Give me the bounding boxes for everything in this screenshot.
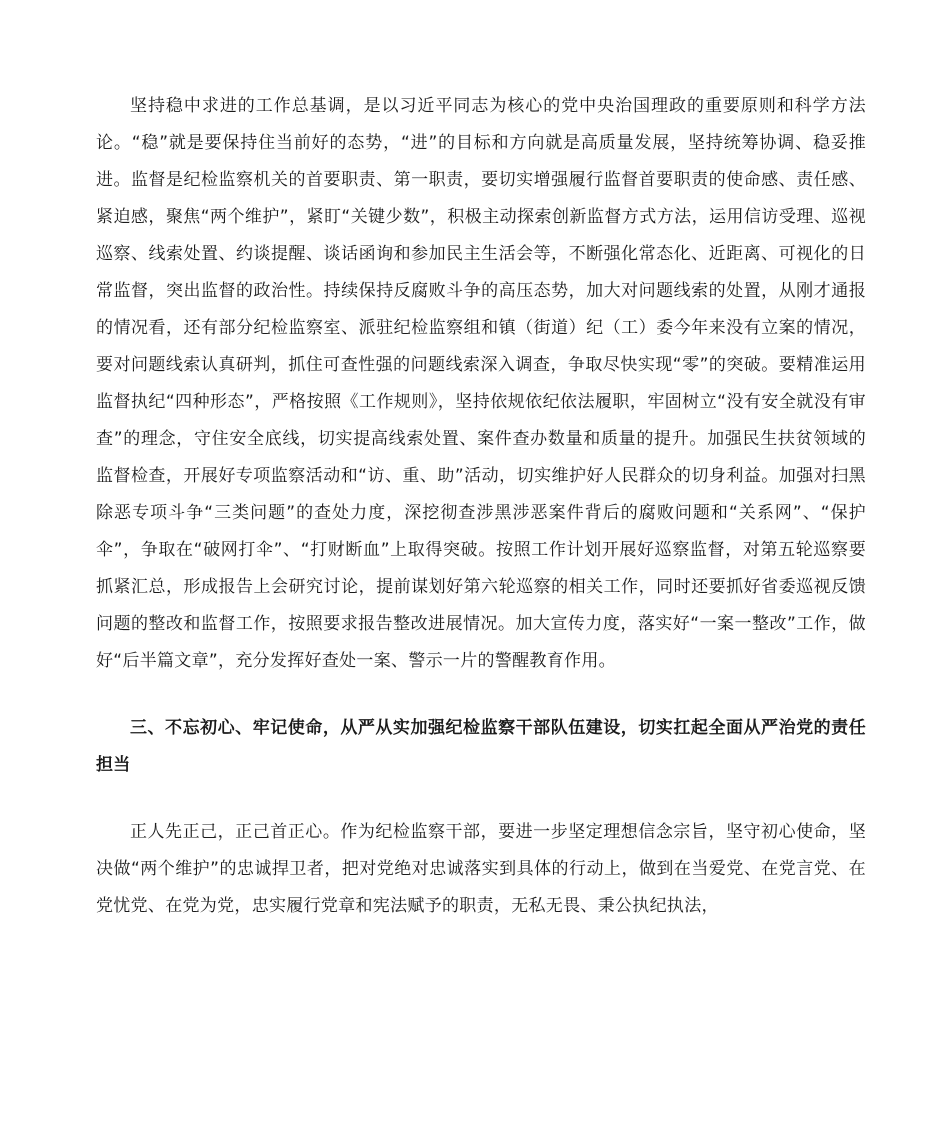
section-heading: 三、不忘初心、牢记使命，从严从实加强纪检监察干部队伍建设，切实扛起全面从严治党的责任担当: [96, 718, 866, 775]
body-paragraph: 坚持稳中求进的工作总基调，是以习近平同志为核心的党中央治国理政的重要原则和科学方法论。“稳”就是要保持住当前好的态势，“进”的目标和方向就是高质量发展，坚持统筹协调、稳妥推进。监督是纪检监察机关的首要职责、第一职责，要切实增强履行监督首要职责的使命感、责任感、紧迫感，聚焦“两个维护”，紧盯“关键少数”，积极主动探索创新监督方式方法，运用信访受理、巡视巡察、线索处置、约谈提醒、谈话函询和参加民主生活会等，不断强化常态化、近距离、可视化的日常监督，突出监督的政治性。持续保持反腐败斗争的高压态势，加大对问题线索的处置，从刚才通报的情况看，还有部分纪检监察室、派驻纪检监察组和镇（街道）纪（工）委今年来没有立案的情况，要对问题线索认真研判，抓住可查性强的问题线索深入调查，争取尽快实现“零”的突破。要精准运用监督执纪“四种形态”，严格按照《工作规则》，坚持依规依纪依法履职，牢固树立“没有安全就没有审查”的理念，守住安全底线，切实提高线索处置、案件查办数量和质量的提升。加强民生扶贫领域的监督检查，开展好专项监察活动和“访、重、助”活动，切实维护好人民群众的切身利益。加强对扫黑除恶专项斗争“三类问题”的查处力度，深挖彻查涉黑涉恶案件背后的腐败问题和“关系网”、“保护伞”，争取在“破网打伞”、“打财断血”上取得突破。按照工作计划开展好巡察监督，对第五轮巡察要抓紧汇总，形成报告上会研究讨论，提前谋划好第六轮巡察的相关工作，同时还要抓好省委巡视反馈问题的整改和监督工作，按照要求报告整改进展情况。加大宣传力度，落实好“一案一整改”工作，做好“后半篇文章”，充分发挥好查处一案、警示一片的警醒教育作用。: [96, 96, 866, 671]
document-page: [96, 88, 866, 925]
paragraph-spacer: [96, 784, 866, 814]
paragraph-spacer: [96, 680, 866, 710]
body-paragraph: 正人先正己，正己首正心。作为纪检监察干部，要进一步坚定理想信念宗旨，坚守初心使命，坚决做“两个维护”的忠诚捍卫者，把对党绝对忠诚落实到具体的行动上，做到在当爱党、在党言党、在党忧党、在党为党，忠实履行党章和宪法赋予的职责，无私无畏、秉公执纪执法，: [96, 822, 866, 916]
